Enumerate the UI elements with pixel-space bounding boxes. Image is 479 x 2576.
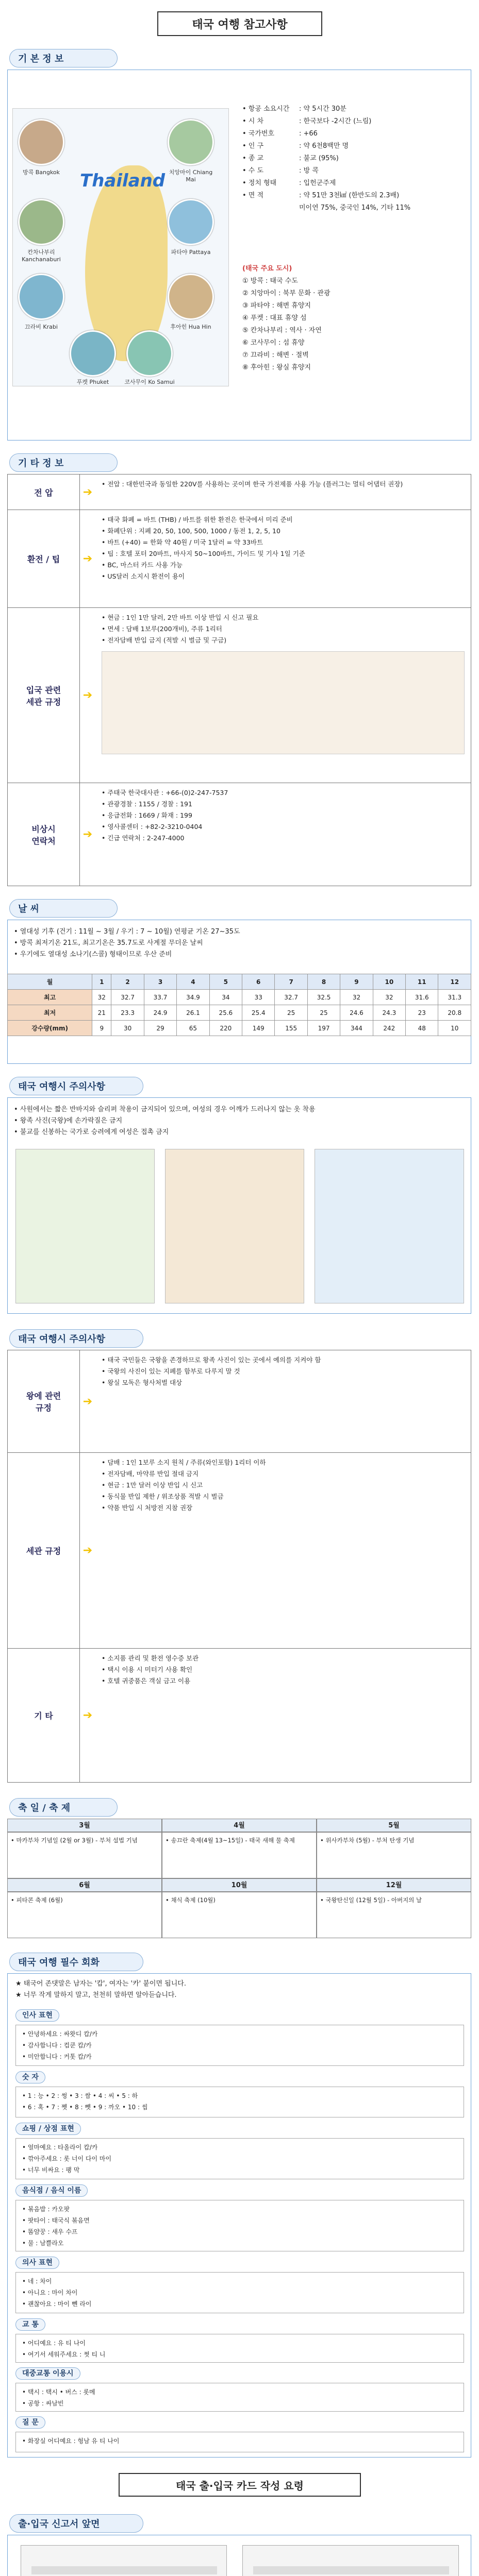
- cell: 32: [340, 990, 373, 1005]
- month-header: 6월: [7, 1878, 162, 1892]
- row-content: [95, 510, 471, 607]
- phrase-tab: 의사 표현: [15, 2257, 59, 2269]
- info-key: • 정치 형태: [242, 179, 277, 187]
- row-text: • 전자담배, 마약류 반입 절대 금지: [102, 1470, 199, 1478]
- header-cell: 7: [275, 974, 307, 990]
- info-value: 미이연 75%, 중국인 14%, 기타 11%: [299, 204, 411, 212]
- departure-card-image: [21, 2545, 227, 2576]
- section-title: 날 씨: [18, 904, 40, 914]
- info-row: [242, 177, 459, 190]
- row-content: [95, 1453, 471, 1648]
- table-row: [8, 1021, 471, 1036]
- header-cell: 12: [438, 974, 471, 990]
- arrow-icon: ➔: [82, 1544, 93, 1557]
- row-text: • 관광경찰 : 1155 / 경찰 : 191: [102, 800, 192, 808]
- info-key: • 시 차: [242, 117, 264, 125]
- section-tab-basic: [9, 49, 118, 67]
- phrase-line: • 너무 비싸요 : 팽 막: [22, 2166, 80, 2174]
- intro-text: ★ 너무 작게 말하지 말고, 천천히 말하면 알아듣습니다.: [15, 1991, 177, 1999]
- info-key: • 인 구: [242, 142, 264, 150]
- cell: 26.1: [177, 1005, 209, 1021]
- phrase-line: • 똠얌꿍 : 새우 수프: [22, 2228, 78, 2235]
- header-cell: 8: [307, 974, 340, 990]
- phrase-line: • 미안합니다 : 커톳 캅/카: [22, 2053, 92, 2060]
- weather-text: • 열대성 기후 (건기 : 11월 ~ 3월 / 우기 : 7 ~ 10월) 연평균 기온 27~35도: [14, 928, 240, 936]
- photo-chiangmai: [168, 119, 214, 165]
- month-cell: • 마카부차 기념일 (2월 or 3월) - 부처 설법 기념: [7, 1832, 162, 1878]
- section-title: 태국 여행시 주의사항: [18, 1334, 106, 1345]
- cell: 149: [242, 1021, 275, 1036]
- phrase-line: • 어디예요 : 유 티 나이: [22, 2340, 86, 2347]
- travel-row-customs: [7, 608, 471, 783]
- row-text: • 영사콜센터 : +82-2-3210-0404: [102, 823, 203, 831]
- phrase-tab: 인사 표현: [15, 2009, 59, 2022]
- cell: 20.8: [438, 1005, 471, 1021]
- row-label: 환전 / 팁: [8, 510, 80, 607]
- info-value: : +66: [299, 130, 318, 138]
- cell: 220: [209, 1021, 242, 1036]
- weather-table: [7, 974, 471, 1036]
- travel-row-voltage: [7, 474, 471, 510]
- info-row: [242, 152, 459, 165]
- cell: 24.9: [144, 1005, 176, 1021]
- phrase-line: • 안녕하세요 : 싸왓디 캅/카: [22, 2030, 98, 2038]
- page-title: 태국 여행 참고사항: [157, 11, 322, 36]
- phrase-box: [15, 2432, 464, 2452]
- photo-pattaya: [168, 199, 214, 245]
- row-text: • 화폐단위 : 지폐 20, 50, 100, 500, 1000 / 동전 1, 2, 5, 10: [102, 527, 280, 535]
- phrase-tab: 대중교통 이용시: [15, 2367, 80, 2380]
- section-title: 기 타 정 보: [18, 458, 64, 469]
- phrase-line: • 깎아주세요 : 롯 너이 다이 마이: [22, 2155, 112, 2162]
- cell: 34.9: [177, 990, 209, 1005]
- row-header: 최고: [8, 990, 92, 1005]
- intro-text: ★ 태국어 존댓말은 남자는 '캅', 여자는 '카' 붙이면 됩니다.: [15, 1980, 186, 1988]
- row-text: • 팁 : 호텔 포터 20바트, 마사지 50~100바트, 가이드 및 기사 1일 기준: [102, 550, 305, 557]
- notice-row-king: [7, 1350, 471, 1453]
- section-tab-weather: [9, 899, 118, 918]
- info-row: [242, 190, 459, 202]
- cell: 48: [406, 1021, 438, 1036]
- arrow-icon: ➔: [82, 689, 93, 702]
- city-item: ⑤ 칸차나부리 : 역사 · 자연: [242, 327, 322, 334]
- illustration-monk: [165, 1149, 304, 1303]
- info-key: • 종 교: [242, 155, 264, 162]
- row-label: 입국 관련 세관 규정: [8, 608, 80, 783]
- month-header: 12월: [317, 1878, 471, 1892]
- row-label: 세관 규정: [8, 1453, 80, 1648]
- cell: 197: [307, 1021, 340, 1036]
- customs-infographic: [102, 651, 465, 754]
- row-text: • 왕실 모독은 형사처벌 대상: [102, 1379, 183, 1386]
- cell: 29: [144, 1021, 176, 1036]
- info-key: • 수 도: [242, 167, 264, 175]
- header-cell: 4: [177, 974, 209, 990]
- phrase-line: • 팟타이 : 태국식 볶음면: [22, 2217, 90, 2224]
- info-value: : 약 5시간 30분: [299, 105, 346, 113]
- header-cell: 6: [242, 974, 275, 990]
- weather-text: • 방콕 최저기온 21도, 최고기온은 35.7도로 사계절 무더운 날씨: [14, 939, 203, 947]
- month-cell: • 송끄란 축제(4월 13~15일) - 태국 새해 물 축제: [162, 1832, 317, 1878]
- header-cell: 3: [144, 974, 176, 990]
- phrase-tab: 숫 자: [15, 2071, 45, 2083]
- row-text: • 태국 국민들은 국왕을 존경하므로 왕족 사진이 있는 곳에서 예의를 지켜야 함: [102, 1356, 321, 1364]
- phrase-tab: 질 문: [15, 2416, 45, 2429]
- arrow-icon: ➔: [82, 485, 93, 499]
- notice-row-etc: [7, 1649, 471, 1783]
- month-header: 5월: [317, 1819, 471, 1832]
- cell: 32.7: [111, 990, 144, 1005]
- place-label: 후아힌 Hua Hin: [170, 324, 211, 330]
- row-text: • 호텔 귀중품은 객실 금고 이용: [102, 1677, 191, 1685]
- info-row: [242, 202, 459, 214]
- phrase-tab: 쇼핑 / 상점 표현: [15, 2123, 81, 2135]
- row-text: • 동식물 반입 제한 / 위조상품 적발 시 벌금: [102, 1493, 224, 1500]
- place-label: 치앙마이 Chiang Mai: [169, 169, 213, 183]
- month-header: 4월: [162, 1819, 317, 1832]
- row-text: • 응급전화 : 1669 / 화재 : 199: [102, 811, 192, 819]
- info-value: : 한국보다 -2시간 (느림): [299, 117, 372, 125]
- section-tab-travel: [9, 453, 118, 472]
- header-cell: 5: [209, 974, 242, 990]
- phrase-box: [15, 2334, 464, 2363]
- city-item: ④ 푸켓 : 대표 휴양 섬: [242, 314, 307, 322]
- info-key: • 면 적: [242, 192, 264, 199]
- month-cell: • 위사카부차 (5월) - 부처 탄생 기념: [317, 1832, 471, 1878]
- section-title: 축 일 / 축 제: [18, 1803, 71, 1814]
- notice-text: • 왕족 사진(국왕)에 손가락질은 금지: [14, 1117, 123, 1125]
- cell: 32.7: [275, 990, 307, 1005]
- section-title: 출·입국 신고서 앞면: [18, 2519, 100, 2530]
- row-label: 왕에 관련 규정: [8, 1350, 80, 1452]
- row-text: • BC, 마스터 카드 사용 가능: [102, 561, 183, 569]
- travel-row-emergency: [7, 783, 471, 886]
- phrase-line: • 얼마예요 : 타올라이 캅/카: [22, 2144, 98, 2151]
- cell: 25.4: [242, 1005, 275, 1021]
- row-content: [95, 474, 471, 510]
- place-label: 푸켓 Phuket: [76, 379, 109, 385]
- cell: 9: [92, 1021, 111, 1036]
- row-content: [95, 608, 471, 783]
- phrase-line: • 물 : 남쁠라오: [22, 2240, 64, 2247]
- phrase-line: • 네 : 차이: [22, 2278, 52, 2285]
- info-row: [242, 140, 459, 152]
- arrow-icon: ➔: [82, 828, 93, 841]
- thailand-map: [12, 108, 229, 386]
- arrival-card-image: [242, 2545, 459, 2576]
- place-label: 코사무이 Ko Samui: [124, 379, 175, 385]
- phrase-line: • 아니요 : 마이 차이: [22, 2289, 78, 2296]
- cell: 155: [275, 1021, 307, 1036]
- table-header: [8, 974, 471, 990]
- illustration-temple: [15, 1149, 155, 1303]
- photo-kosamui: [126, 330, 173, 377]
- row-content: [95, 783, 471, 886]
- cell: 31.3: [438, 990, 471, 1005]
- row-content: [95, 1350, 471, 1452]
- section-title: 태국 여행시 주의사항: [18, 1081, 106, 1092]
- row-label: 전 압: [8, 474, 80, 510]
- header-cell: 11: [406, 974, 438, 990]
- row-text: • 소지품 관리 및 환전 영수증 보관: [102, 1654, 199, 1662]
- info-key: [242, 202, 299, 214]
- section-title: 태국 여행 필수 회화: [18, 1957, 100, 1968]
- photo-krabi: [18, 274, 64, 320]
- phrase-box: [15, 2272, 464, 2313]
- cell: 23.3: [111, 1005, 144, 1021]
- phrase-box: [15, 2025, 464, 2066]
- illustration-tourist: [315, 1149, 464, 1303]
- arrow-icon: ➔: [82, 1709, 93, 1722]
- row-label: 기 타: [8, 1649, 80, 1782]
- row-text: • 전압 : 대한민국과 동일한 220V를 사용하는 곳이며 한국 가전제품 사용 가능 (플러그는 멀티 어댑터 권장): [102, 480, 403, 488]
- month-header: 10월: [162, 1878, 317, 1892]
- info-value: : 약 51만 3천㎢ (한반도의 2.3배): [299, 192, 400, 199]
- info-row: [242, 103, 459, 115]
- row-header: 강수량(mm): [8, 1021, 92, 1036]
- row-text: • 국왕의 사진이 있는 지폐를 함부로 다루지 말 것: [102, 1367, 240, 1375]
- cell: 10: [438, 1021, 471, 1036]
- info-value: : 방 콕: [299, 167, 319, 175]
- cell: 242: [373, 1021, 405, 1036]
- cell: 33: [242, 990, 275, 1005]
- cell: 65: [177, 1021, 209, 1036]
- phrase-line: • 6 : 혹 • 7 : 쩻 • 8 : 뺏 • 9 : 까오 • 10 : 씹: [22, 2104, 148, 2111]
- header-cell: 9: [340, 974, 373, 990]
- weather-text: • 우기에도 열대성 소나기(스콜) 형태이므로 우산 준비: [14, 951, 172, 958]
- phrase-line: • 택시 : 택시 • 버스 : 롯메: [22, 2388, 95, 2396]
- cell: 34: [209, 990, 242, 1005]
- cell: 32.5: [307, 990, 340, 1005]
- photo-phuket: [70, 330, 116, 377]
- month-cell: • 채식 축제 (10월): [162, 1892, 317, 1938]
- month-cell: • 피타콘 축제 (6월): [7, 1892, 162, 1938]
- month-header: 3월: [7, 1819, 162, 1832]
- row-text: • 약품 반입 시 처방전 지참 권장: [102, 1504, 193, 1512]
- row-text: • 바트 (+40) = 한화 약 40원 / 미국 1달러 = 약 33바트: [102, 538, 263, 546]
- phrase-box: [15, 2383, 464, 2412]
- header-cell: 월: [8, 974, 92, 990]
- header-cell: 10: [373, 974, 405, 990]
- notice-text: • 불교를 신봉하는 국가로 승려에게 여성은 접촉 금지: [14, 1128, 169, 1136]
- phrase-line: • 볶음밥 : 카오팟: [22, 2206, 70, 2213]
- cell: 33.7: [144, 990, 176, 1005]
- cell: 24.3: [373, 1005, 405, 1021]
- info-key: • 항공 소요시간: [242, 105, 290, 113]
- place-label: 방콕 Bangkok: [22, 169, 60, 176]
- row-text: • 현금 : 1인 1만 달러, 2만 바트 이상 반입 시 신고 필요: [102, 614, 259, 621]
- row-header: 최저: [8, 1005, 92, 1021]
- phrase-tab: 음식점 / 음식 이름: [15, 2184, 88, 2197]
- phrase-box: [15, 2087, 464, 2117]
- info-row: [242, 165, 459, 177]
- header-cell: 2: [111, 974, 144, 990]
- basic-info-list: [242, 103, 459, 214]
- map-country-name: Thailand: [80, 171, 166, 191]
- row-text: • 담배 : 1인 1보루 소지 원칙 / 주류(와인포함) 1리터 이하: [102, 1459, 266, 1466]
- notice-text: • 사원에서는 짧은 반바지와 슬리퍼 착용이 금지되어 있으며, 여성의 경우 어깨가 드러나지 않는 옷 착용: [14, 1106, 316, 1113]
- city-item: ① 방콕 : 태국 수도: [242, 277, 298, 285]
- row-text: • 현금 : 1만 달러 이상 반입 시 신고: [102, 1481, 203, 1489]
- city-list: [242, 263, 459, 374]
- row-text: • 태국 화폐 = 바트 (THB) / 바트를 위한 환전은 한국에서 미리 준비: [102, 516, 293, 523]
- arrow-icon: ➔: [82, 552, 93, 565]
- city-item: ⑥ 코사무이 : 섬 휴양: [242, 339, 305, 347]
- row-content: [95, 1649, 471, 1782]
- place-label: 칸차나부리 Kanchanaburi: [22, 249, 61, 263]
- info-row: [242, 128, 459, 140]
- cell: 32: [92, 990, 111, 1005]
- phrase-tab: 교 통: [15, 2318, 45, 2331]
- section-tab-phrases: [9, 1953, 143, 1971]
- phrase-line: • 감사합니다 : 컵쿤 캅/카: [22, 2042, 92, 2049]
- arrow-icon: ➔: [82, 1395, 93, 1408]
- section-tab-card-front: [9, 2514, 143, 2533]
- place-label: 파타야 Pattaya: [171, 249, 211, 256]
- table-row: [8, 1005, 471, 1021]
- cell: 25.6: [209, 1005, 242, 1021]
- photo-bangkok: [18, 119, 64, 165]
- row-text: • 주태국 한국대사관 : +66-(0)2-247-7537: [102, 789, 228, 796]
- row-text: • 택시 이용 시 미터기 사용 확인: [102, 1666, 193, 1673]
- photo-kanchanaburi: [18, 199, 64, 245]
- phrases-intro: [15, 1978, 186, 2001]
- info-value: : 약 6천8백만 명: [299, 142, 349, 150]
- cell: 344: [340, 1021, 373, 1036]
- cell: 23: [406, 1005, 438, 1021]
- phrase-line: • 여기서 세워주세요 : 쩟 티 니: [22, 2351, 106, 2358]
- section-tab-notice2: [9, 1329, 143, 1348]
- phrase-line: • 화장실 어디예요 : 헝남 유 티 나이: [22, 2437, 120, 2445]
- travel-row-exchange: [7, 510, 471, 608]
- section-title: 기 본 정 보: [18, 54, 64, 64]
- section-tab-notice: [9, 1077, 143, 1095]
- month-cell: • 국왕탄신일 (12월 5일) - 아버지의 날: [317, 1892, 471, 1938]
- city-item: ③ 파타야 : 해변 휴양지: [242, 302, 311, 310]
- phrase-box: [15, 2138, 464, 2179]
- row-text: • 전자담배 반입 금지 (적발 시 벌금 및 구금): [102, 636, 227, 644]
- row-label: 비상시 연락처: [8, 783, 80, 886]
- card-section-title: 태국 출·입국 카드 작성 요령: [119, 2473, 361, 2497]
- row-text: • 긴급 연락처 : 2-247-4000: [102, 834, 185, 842]
- cell: 24.6: [340, 1005, 373, 1021]
- info-value: : 불교 (95%): [299, 155, 339, 162]
- city-item: ② 치앙마이 : 북부 문화 · 관광: [242, 290, 331, 297]
- cell: 31.6: [406, 990, 438, 1005]
- phrase-line: • 1 : 능 • 2 : 썽 • 3 : 쌈 • 4 : 씨 • 5 : 하: [22, 2092, 138, 2099]
- card-field: [31, 2566, 217, 2574]
- cell: 30: [111, 1021, 144, 1036]
- phrase-line: • 괜찮아요 : 마이 뻰 라이: [22, 2300, 92, 2308]
- info-row: [242, 115, 459, 128]
- info-key: • 국가번호: [242, 130, 275, 138]
- cell: 21: [92, 1005, 111, 1021]
- section-tab-festival: [9, 1798, 118, 1817]
- city-item: ⑧ 후아힌 : 왕실 휴양지: [242, 364, 311, 371]
- info-value: : 입헌군주제: [299, 179, 336, 187]
- notice-row-customs: [7, 1453, 471, 1649]
- city-list-title: (태국 주요 도시): [242, 265, 292, 273]
- cell: 25: [275, 1005, 307, 1021]
- row-text: • 면세 : 담배 1보루(200개비), 주류 1리터: [102, 625, 222, 633]
- header-cell: 1: [92, 974, 111, 990]
- place-label: 끄라비 Krabi: [25, 324, 58, 330]
- city-item: ⑦ 끄라비 : 해변 · 절벽: [242, 351, 309, 359]
- table-row: [8, 990, 471, 1005]
- photo-huahin: [168, 274, 214, 320]
- card-field: [253, 2566, 449, 2574]
- cell: 25: [307, 1005, 340, 1021]
- cell: 32: [373, 990, 405, 1005]
- phrase-line: • 공항 : 싸남빈: [22, 2400, 64, 2407]
- row-text: • US달러 소지시 환전이 용이: [102, 572, 185, 580]
- phrase-box: [15, 2200, 464, 2251]
